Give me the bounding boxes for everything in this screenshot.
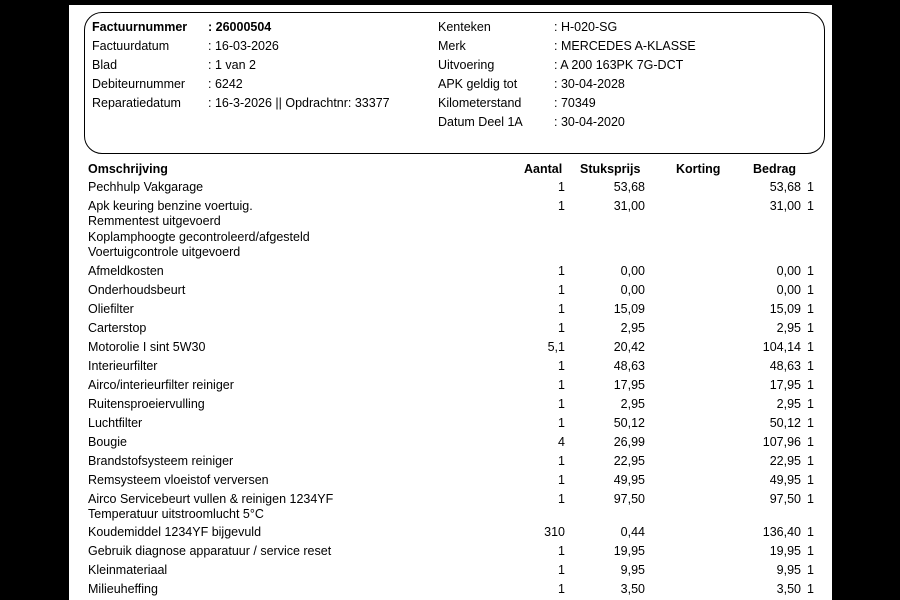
line-quantity: 1	[558, 358, 565, 373]
line-vat-code: 1	[807, 377, 814, 392]
line-description: Airco Servicebeurt vullen & reinigen 1234YF	[88, 491, 334, 506]
left-value: : 16-3-2026 || Opdrachtnr: 33377	[208, 96, 390, 110]
line-quantity: 1	[558, 415, 565, 430]
line-quantity: 1	[558, 199, 565, 213]
line-unit-price: 9,95	[620, 563, 645, 577]
line-unit-price: 48,63	[613, 358, 645, 373]
right-label: Merk	[438, 39, 466, 53]
line-unit-price: 20,42	[613, 339, 645, 354]
invoice-line	[69, 359, 832, 374]
invoice-line	[69, 378, 832, 393]
left-label: Factuurnummer	[92, 20, 188, 34]
invoice-line	[69, 321, 832, 336]
line-unit-price: 3,50	[620, 582, 645, 596]
line-vat-code: 1	[807, 563, 814, 577]
line-vat-code: 1	[807, 339, 814, 354]
line-quantity: 1	[558, 396, 565, 411]
left-label: Reparatiedatum	[92, 96, 181, 110]
column-header-quantity: Aantal	[524, 162, 563, 176]
line-quantity: 1	[558, 180, 565, 194]
line-amount: 0,00	[776, 263, 801, 278]
line-description: Remsysteem vloeistof verversen	[88, 472, 269, 487]
invoice-line	[69, 544, 832, 559]
right-label: APK geldig tot	[438, 77, 518, 91]
line-vat-code: 1	[807, 396, 814, 411]
line-vat-code: 1	[807, 434, 814, 449]
line-amount: 2,95	[776, 396, 801, 411]
line-note: Remmentest uitgevoerd	[88, 214, 221, 228]
left-value: : 6242	[208, 77, 243, 91]
invoice-line	[69, 454, 832, 469]
left-value: : 16-03-2026	[208, 39, 279, 53]
line-amount: 97,50	[769, 491, 801, 506]
line-amount: 22,95	[769, 453, 801, 468]
line-amount: 104,14	[762, 339, 801, 354]
line-unit-price: 15,09	[613, 301, 645, 316]
line-description: Carterstop	[88, 320, 147, 335]
line-note: Temperatuur uitstroomlucht 5°C	[88, 506, 264, 521]
line-unit-price: 31,00	[613, 199, 645, 213]
line-vat-code: 1	[807, 301, 814, 316]
invoice-line	[69, 525, 832, 540]
line-amount: 48,63	[769, 358, 801, 373]
line-quantity: 310	[544, 525, 565, 539]
line-quantity: 1	[558, 377, 565, 392]
line-description: Oliefilter	[88, 301, 134, 316]
line-quantity: 1	[558, 282, 565, 297]
invoice-line	[69, 302, 832, 317]
line-unit-price: 49,95	[613, 472, 645, 487]
line-quantity: 1	[558, 582, 565, 596]
line-unit-price: 2,95	[620, 396, 645, 411]
line-amount: 3,50	[776, 582, 801, 596]
invoice-line	[69, 473, 832, 488]
line-quantity: 1	[558, 544, 565, 558]
line-amount: 17,95	[769, 377, 801, 392]
line-description: Motorolie I sint 5W30	[88, 339, 206, 354]
invoice-line	[69, 199, 832, 214]
line-amount: 136,40	[762, 525, 801, 539]
line-note: Koplamphoogte gecontroleerd/afgesteld	[88, 229, 310, 244]
invoice-line	[69, 180, 832, 195]
right-value: : MERCEDES A-KLASSE	[554, 39, 696, 53]
line-amount: 49,95	[769, 472, 801, 487]
line-unit-price: 2,95	[620, 320, 645, 335]
line-vat-code: 1	[807, 180, 814, 194]
line-description: Brandstofsysteem reiniger	[88, 453, 234, 468]
line-unit-price: 17,95	[613, 377, 645, 392]
line-unit-price: 0,44	[620, 525, 645, 539]
line-amount: 2,95	[776, 320, 801, 335]
invoice-line	[69, 397, 832, 412]
right-label: Kenteken	[438, 20, 491, 34]
line-description: Onderhoudsbeurt	[88, 282, 186, 297]
invoice-page	[69, 5, 832, 600]
line-vat-code: 1	[807, 199, 814, 213]
line-unit-price: 26,99	[613, 434, 645, 449]
line-description: Bougie	[88, 434, 127, 449]
line-description: Afmeldkosten	[88, 263, 164, 278]
line-amount: 107,96	[762, 434, 801, 449]
left-label: Debiteurnummer	[92, 77, 186, 91]
invoice-line	[69, 492, 832, 507]
line-vat-code: 1	[807, 525, 814, 539]
line-amount: 19,95	[769, 544, 801, 558]
line-quantity: 5,1	[547, 339, 565, 354]
line-vat-code: 1	[807, 491, 814, 506]
line-quantity: 1	[558, 320, 565, 335]
line-unit-price: 19,95	[613, 544, 645, 558]
invoice-line	[69, 416, 832, 431]
line-quantity: 1	[558, 263, 565, 278]
line-vat-code: 1	[807, 320, 814, 335]
line-amount: 0,00	[776, 282, 801, 297]
line-amount: 31,00	[769, 199, 801, 213]
line-description: Pechhulp Vakgarage	[88, 180, 204, 194]
right-label: Datum Deel 1A	[438, 115, 523, 129]
line-quantity: 4	[558, 434, 565, 449]
invoice-line	[69, 563, 832, 578]
right-value: : A 200 163PK 7G-DCT	[554, 58, 684, 72]
invoice-line	[69, 435, 832, 450]
right-value: : 30-04-2028	[554, 77, 625, 91]
line-amount: 15,09	[769, 301, 801, 316]
right-value: : H-020-SG	[554, 20, 618, 34]
line-vat-code: 1	[807, 282, 814, 297]
left-label: Factuurdatum	[92, 39, 170, 53]
line-quantity: 1	[558, 491, 565, 506]
right-label: Kilometerstand	[438, 96, 522, 110]
line-vat-code: 1	[807, 582, 814, 596]
right-value: : 70349	[554, 96, 596, 110]
column-header-discount: Korting	[676, 162, 721, 176]
line-quantity: 1	[558, 301, 565, 316]
line-unit-price: 0,00	[620, 263, 645, 278]
column-header-amount: Bedrag	[753, 162, 797, 176]
line-description: Airco/interieurfilter reiniger	[88, 377, 234, 392]
line-description: Apk keuring benzine voertuig.	[88, 199, 253, 213]
right-label: Uitvoering	[438, 58, 495, 72]
line-unit-price: 50,12	[613, 415, 645, 430]
line-description: Gebruik diagnose apparatuur / service reset	[88, 544, 332, 558]
right-value: : 30-04-2020	[554, 115, 625, 129]
line-amount: 53,68	[769, 180, 801, 194]
line-unit-price: 53,68	[613, 180, 645, 194]
line-amount: 9,95	[776, 563, 801, 577]
line-description: Kleinmateriaal	[88, 563, 168, 577]
line-unit-price: 0,00	[620, 282, 645, 297]
line-description: Milieuheffing	[88, 582, 158, 596]
line-vat-code: 1	[807, 415, 814, 430]
line-vat-code: 1	[807, 358, 814, 373]
invoice-line	[69, 264, 832, 279]
invoice-line	[69, 283, 832, 298]
line-description: Ruitensproeiervulling	[88, 396, 205, 411]
line-vat-code: 1	[807, 453, 814, 468]
line-unit-price: 97,50	[613, 491, 645, 506]
invoice-line	[69, 340, 832, 355]
line-vat-code: 1	[807, 472, 814, 487]
line-quantity: 1	[558, 453, 565, 468]
left-value: : 26000504	[208, 20, 272, 34]
line-quantity: 1	[558, 472, 565, 487]
line-amount: 50,12	[769, 415, 801, 430]
line-note: Voertuigcontrole uitgevoerd	[88, 245, 241, 259]
line-quantity: 1	[558, 563, 565, 577]
line-unit-price: 22,95	[613, 453, 645, 468]
left-value: : 1 van 2	[208, 58, 256, 72]
line-description: Luchtfilter	[88, 415, 143, 430]
line-vat-code: 1	[807, 544, 814, 558]
column-header-unit-price: Stuksprijs	[580, 162, 641, 176]
left-label: Blad	[92, 58, 118, 72]
line-description: Koudemiddel 1234YF bijgevuld	[88, 525, 262, 539]
invoice-line	[69, 582, 832, 597]
line-description: Interieurfilter	[88, 358, 158, 373]
column-header-description: Omschrijving	[88, 162, 168, 176]
line-vat-code: 1	[807, 263, 814, 278]
